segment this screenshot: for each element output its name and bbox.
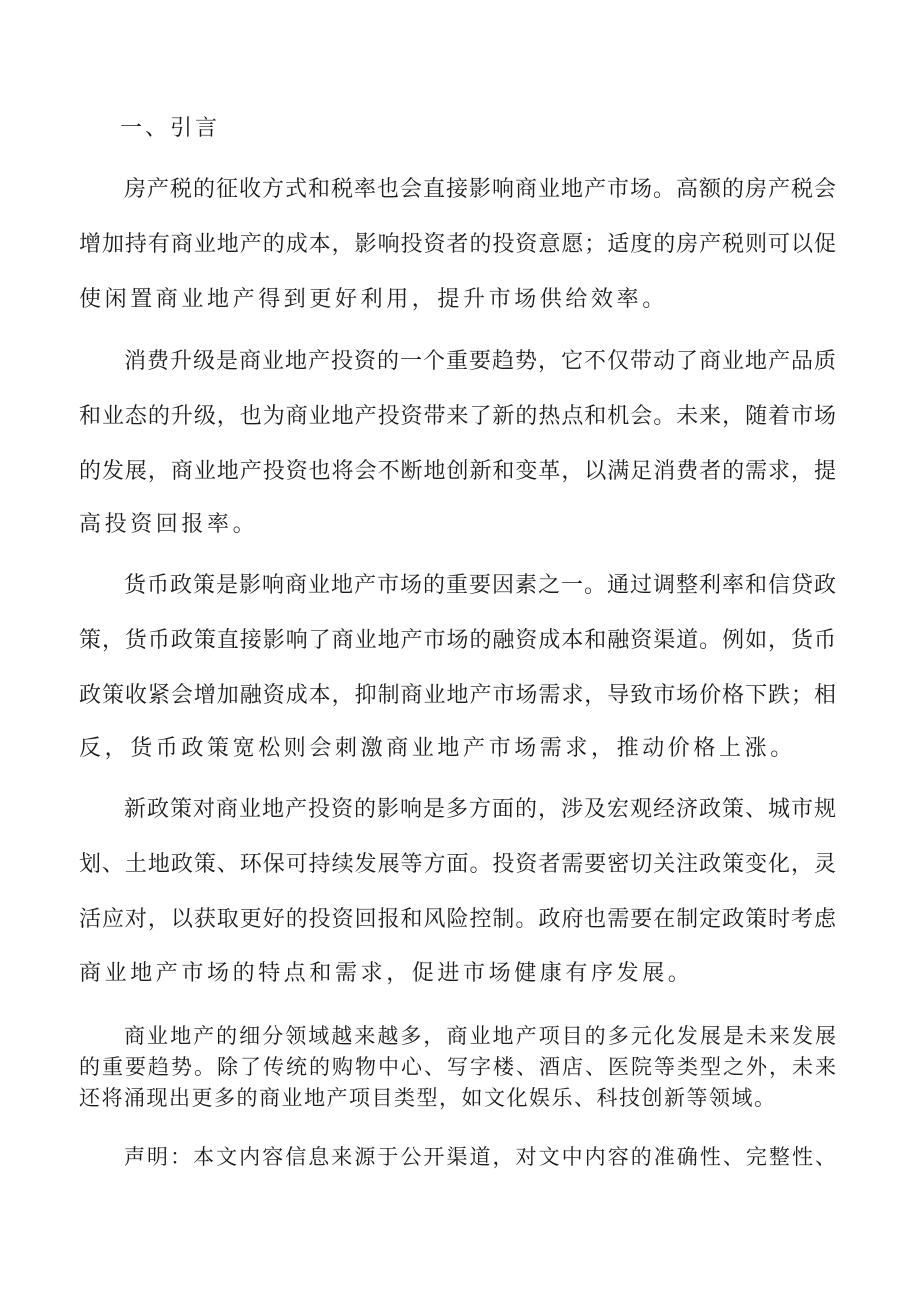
- paragraph-4-line-4: 商业地产市场的特点和需求，促进市场健康有序发展。: [79, 961, 694, 986]
- paragraph-1-line-2: 增加持有商业地产的成本，影响投资者的投资意愿；适度的房产税则可以促: [79, 232, 836, 257]
- section-heading: 一、引言: [120, 116, 221, 141]
- paragraph-2-line-2: 和业态的升级，也为商业地产投资带来了新的热点和机会。未来，随着市场: [79, 404, 836, 429]
- paragraph-3-line-2: 策，货币政策直接影响了商业地产市场的融资成本和融资渠道。例如，货币: [79, 628, 836, 653]
- paragraph-2-line-3: 的发展，商业地产投资也将会不断地创新和变革，以满足消费者的需求，提: [79, 459, 836, 484]
- paragraph-4-line-2: 划、土地政策、环保可持续发展等方面。投资者需要密切关注政策变化，灵: [79, 852, 836, 877]
- paragraph-3-line-3: 政策收紧会增加融资成本，抑制商业地产市场需求，导致市场价格下跌；相: [79, 683, 836, 708]
- paragraph-3-line-1: 货币政策是影响商业地产市场的重要因素之一。通过调整利率和信贷政: [124, 573, 836, 598]
- paragraph-2-line-4: 高投资回报率。: [79, 512, 259, 537]
- paragraph-4-line-1: 新政策对商业地产投资的影响是多方面的，涉及宏观经济政策、城市规: [124, 797, 836, 822]
- paragraph-4-line-3: 活应对，以获取更好的投资回报和风险控制。政府也需要在制定政策时考虑: [79, 907, 836, 932]
- paragraph-1-line-3: 使闲置商业地产得到更好利用，提升市场供给效率。: [79, 287, 668, 312]
- paragraph-3-line-4: 反，货币政策宽松则会刺激商业地产市场需求，推动价格上涨。: [79, 736, 796, 761]
- paragraph-5-line-3: 还将涌现出更多的商业地产项目类型，如文化娱乐、科技创新等领域。: [79, 1086, 777, 1110]
- paragraph-5-line-1: 商业地产的细分领域越来越多，商业地产项目的多元化发展是未来发展: [124, 1024, 836, 1048]
- paragraph-1-line-1: 房产税的征收方式和税率也会直接影响商业地产市场。高额的房产税会: [124, 177, 836, 202]
- paragraph-5-line-2: 的重要趋势。除了传统的购物中心、写字楼、酒店、医院等类型之外，未来: [79, 1055, 836, 1079]
- declaration-text: 声明：本文内容信息来源于公开渠道，对文中内容的准确性、完整性、: [124, 1145, 836, 1169]
- paragraph-2-line-1: 消费升级是商业地产投资的一个重要趋势，它不仅带动了商业地产品质: [124, 349, 836, 374]
